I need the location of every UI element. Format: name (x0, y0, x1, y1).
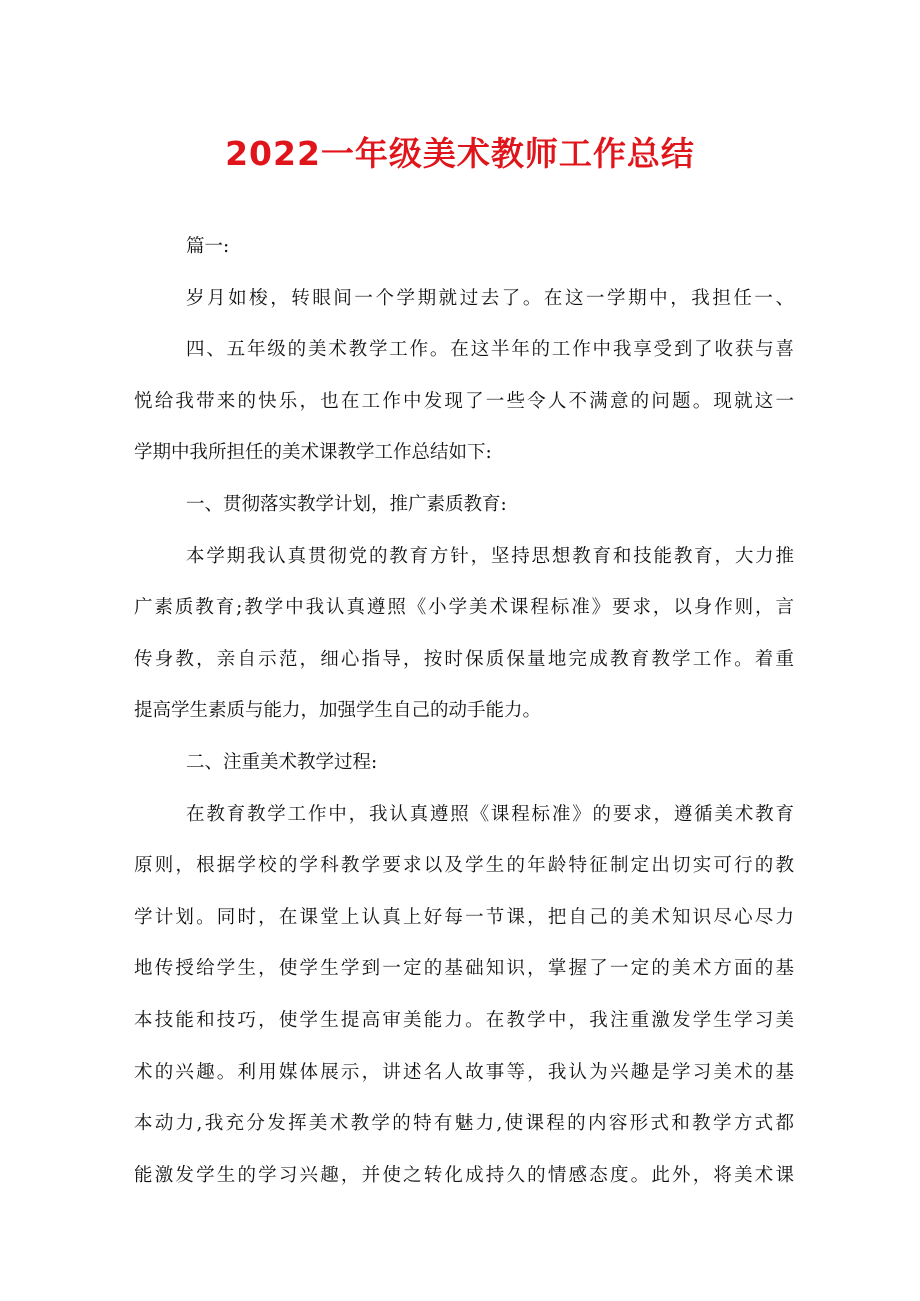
text-line: 本技能和技巧，使学生提高审美能力。在教学中，我注重激发学生学习美 (134, 1009, 794, 1031)
text-line: 悦给我带来的快乐，也在工作中发现了一些令人不满意的问题。现就这一 (134, 390, 794, 412)
text-line: 学期中我所担任的美术课教学工作总结如下: (134, 442, 492, 464)
text-line: 广素质教育;教学中我认真遵照《小学美术课程标准》要求，以身作则，言 (134, 597, 794, 619)
text-line: 传身教，亲自示范，细心指导，按时保质保量地完成教育教学工作。着重 (134, 648, 794, 670)
text-line: 在教育教学工作中，我认真遵照《课程标准》的要求，遵循美术教育 (186, 803, 794, 825)
text-line: 岁月如梭，转眼间一个学期就过去了。在这一学期中，我担任一、 (186, 287, 794, 309)
document-body (134, 228, 794, 1208)
text-line: 学计划。同时，在课堂上认真上好每一节课，把自己的美术知识尽心尽力 (134, 906, 794, 928)
text-line: 原则，根据学校的学科教学要求以及学生的年龄特征制定出切实可行的教 (134, 855, 794, 877)
text-line: 能激发学生的学习兴趣，并使之转化成持久的情感态度。此外，将美术课 (134, 1164, 794, 1186)
text-line: 提高学生素质与能力，加强学生自己的动手能力。 (134, 700, 542, 722)
text-line: 术的兴趣。利用媒体展示，讲述名人故事等，我认为兴趣是学习美术的基 (134, 1061, 794, 1083)
text-line: 篇一: (186, 236, 230, 257)
text-line: 本动力,我充分发挥美术教学的特有魅力,使课程的内容形式和教学方式都 (134, 1113, 794, 1135)
text-line: 地传授给学生，使学生学到一定的基础知识，掌握了一定的美术方面的基 (134, 958, 794, 980)
text-line: 本学期我认真贯彻党的教育方针，坚持思想教育和技能教育，大力推 (186, 545, 794, 567)
document-title: 2022一年级美术教师工作总结 (225, 134, 695, 173)
text-line: 四、五年级的美术教学工作。在这半年的工作中我享受到了收获与喜 (186, 339, 794, 361)
text-line: 二、注重美术教学过程: (186, 751, 378, 773)
text-line: 一、贯彻落实教学计划，推广素质教育: (186, 493, 507, 515)
